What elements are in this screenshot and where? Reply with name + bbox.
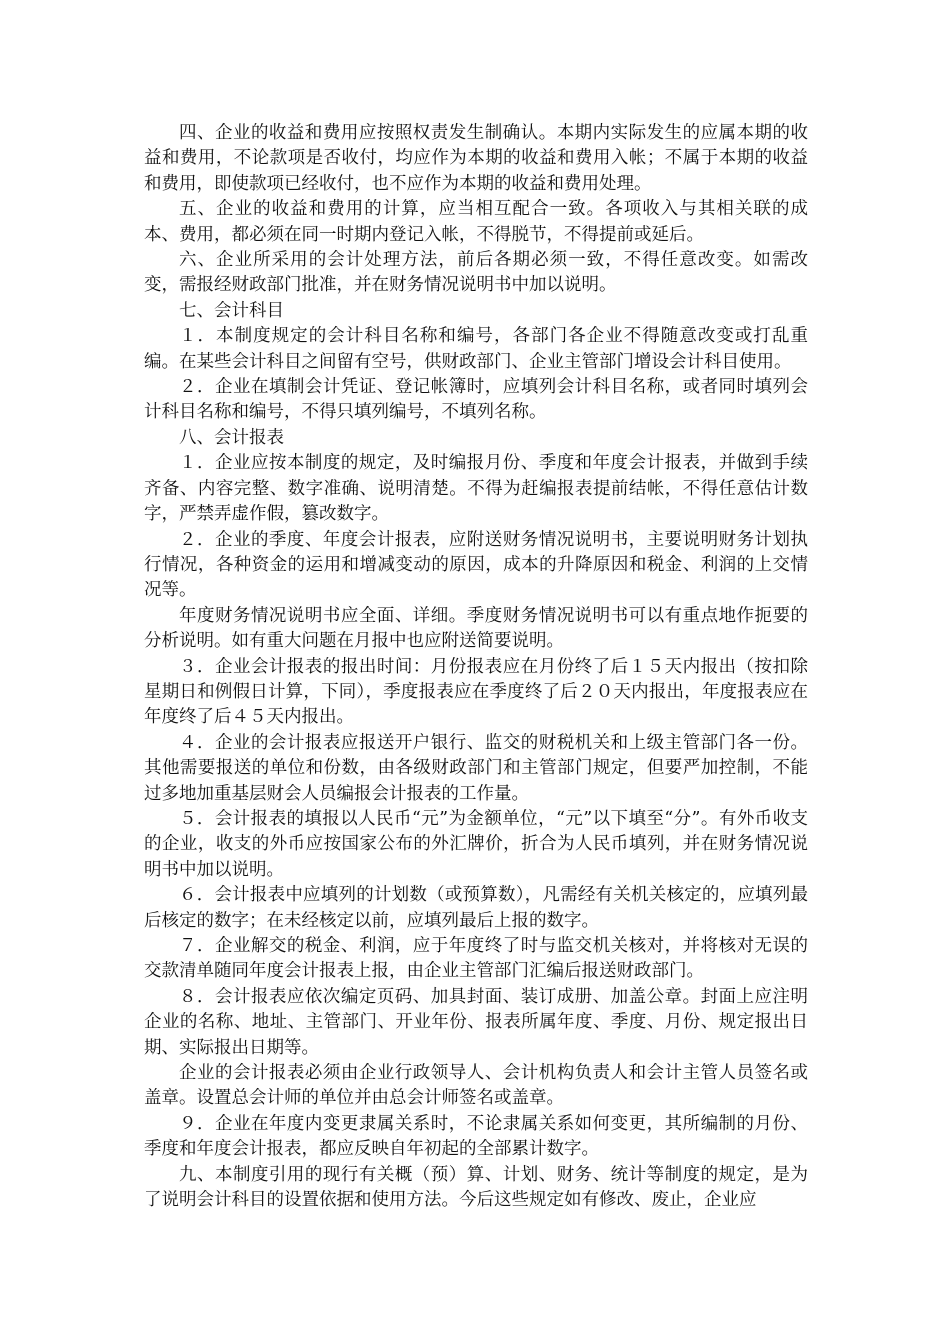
paragraph-reports-5: ５．会计报表的填报以人民币“元”为金额单位，“元”以下填至“分”。有外币收支的企业，收支的外币应按国家公布的外汇牌价，折合为人民币填列，并在财务情况说明书中加以说明。 — [144, 808, 808, 880]
paragraph-reports-1: １．企业应按本制度的规定，及时编报月份、季度和年度会计报表，并做到手续齐备、内容完整、数字准确、说明清楚。不得为赶编报表提前结帐，不得任意估计数字，严禁弄虚作假，篡改数字。 — [144, 453, 808, 525]
paragraph-accounts-1: １．本制度规定的会计科目名称和编号，各部门各企业不得随意改变或打乱重编。在某些会计科目之间留有空号，供财政部门、企业主管部门增设会计科目使用。 — [144, 326, 808, 372]
paragraph-reports-7: ７．企业解交的税金、利润，应于年度终了时与监交机关核对，并将核对无误的交款清单随同年度会计报表上报，由企业主管部门汇编后报送财政部门。 — [144, 936, 808, 982]
paragraph-accounts-2: ２．企业在填制会计凭证、登记帐簿时，应填列会计科目名称，或者同时填列会计科目名称和编号，不得只填列编号，不填列名称。 — [144, 377, 808, 423]
paragraph-reports-6: ６．会计报表中应填列的计划数（或预算数），凡需经有关机关核定的，应填列最后核定的数字；在未经核定以前，应填列最后上报的数字。 — [144, 885, 808, 931]
paragraph-reports-3: ３．企业会计报表的报出时间：月份报表应在月份终了后１５天内报出（按扣除星期日和例假日计算，下同），季度报表应在季度终了后２０天内报出，年度报表应在年度终了后４５天内报出。 — [144, 656, 808, 728]
paragraph-principle-5: 五、企业的收益和费用的计算，应当相互配合一致。各项收入与其相关联的成本、费用，都必须在同一时期内登记入帐，不得脱节，不得提前或延后。 — [144, 199, 808, 245]
paragraph-reports-2: ２．企业的季度、年度会计报表，应附送财务情况说明书，主要说明财务计划执行情况，各种资金的运用和增减变动的原因，成本的升降原因和税金、利润的上交情况等。 — [144, 529, 808, 601]
paragraph-principle-4: 四、企业的收益和费用应按照权责发生制确认。本期内实际发生的应属本期的收益和费用，不论款项是否收付，均应作为本期的收益和费用入帐；不属于本期的收益和费用，即使款项已经收付，也不应作为本期的收益和费用处理。 — [144, 123, 808, 194]
section-heading-reports: 八、会计报表 — [179, 427, 284, 448]
paragraph-reports-8: ８．会计报表应依次编定页码、加具封面、装订成册、加盖公章。封面上应注明企业的名称、地址、主管部门、开业年份、报表所属年度、季度、月份、规定报出日期、实际报出日期等。 — [144, 986, 808, 1058]
paragraph-principle-9: 九、本制度引用的现行有关概（预）算、计划、财务、统计等制度的规定，是为了说明会计科目的设置依据和使用方法。今后这些规定如有修改、废止，企业应 — [144, 1164, 808, 1211]
document-body — [144, 121, 808, 1213]
paragraph-reports-2-note: 年度财务情况说明书应全面、详细。季度财务情况说明书可以有重点地作扼要的分析说明。如有重大问题在月报中也应附送简要说明。 — [144, 605, 808, 652]
paragraph-reports-9: ９．企业在年度内变更隶属关系时，不论隶属关系如何变更，其所编制的月份、季度和年度会计报表，都应反映自年初起的全部累计数字。 — [144, 1113, 808, 1160]
paragraph-reports-4: ４．企业的会计报表应报送开户银行、监交的财税机关和上级主管部门各一份。其他需要报送的单位和份数，由各级财政部门和主管部门规定，但要严加控制，不能过多地加重基层财会人员编报会计报表的工作量。 — [144, 732, 808, 804]
paragraph-reports-8-note: 企业的会计报表必须由企业行政领导人、会计机构负责人和会计主管人员签名或盖章。设置总会计师的单位并由总会计师签名或盖章。 — [144, 1063, 808, 1109]
section-heading-accounts: 七、会计科目 — [179, 300, 284, 321]
paragraph-principle-6: 六、企业所采用的会计处理方法，前后各期必须一致，不得任意改变。如需改变，需报经财政部门批准，并在财务情况说明书中加以说明。 — [144, 250, 808, 296]
